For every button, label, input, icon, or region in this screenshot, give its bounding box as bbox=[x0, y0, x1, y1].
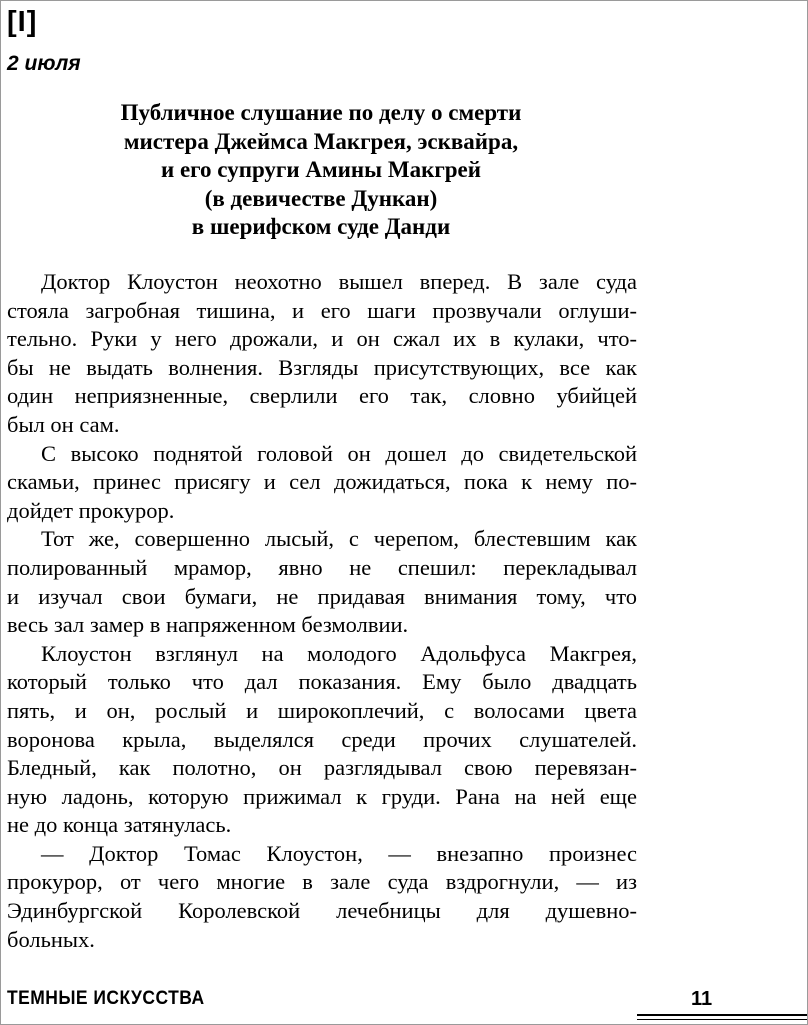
text-line: ную ладонь, которую прижимал к груди. Рана на ней еще bbox=[7, 783, 637, 809]
text-line: С высоко поднятой головой он дошел до свидетельской bbox=[41, 440, 637, 466]
text-line: не до конца затянулась. bbox=[7, 812, 232, 838]
chapter-number: [I] bbox=[7, 6, 38, 38]
page-number: 11 bbox=[691, 988, 713, 1010]
text-line: скамьи, принес присягу и сел дожидаться, пока к нему по- bbox=[7, 469, 637, 495]
footer-rule bbox=[637, 1014, 807, 1016]
text-line: Тот же, совершенно лысый, с черепом, блестевшим как bbox=[41, 526, 637, 552]
heading-line: и его супруги Амины Макгрей bbox=[160, 157, 482, 182]
text-line: один неприязненные, сверлили его так, словно убийцей bbox=[7, 383, 637, 409]
text-line: Бледный, как полотно, он разглядывал свою перевязан- bbox=[7, 755, 637, 781]
heading-line: (в девичестве Дункан) bbox=[204, 185, 438, 211]
running-footer-title: ТЕМНЫЕ ИСКУССТВА bbox=[7, 988, 205, 1009]
text-line: Клоустон взглянул на молодого Адольфуса Макгрея, bbox=[41, 640, 637, 666]
text-line: бы не выдать волнения. Взгляды присутствующих, все как bbox=[7, 354, 637, 380]
text-line: Эдинбургской Королевской лечебницы для душевно- bbox=[7, 898, 637, 924]
text-line: больных. bbox=[7, 926, 95, 952]
text-line: был он сам. bbox=[7, 411, 120, 437]
text-line: Доктор Клоустон неохотно вышел вперед. В зале суда bbox=[41, 269, 637, 294]
section-heading bbox=[3, 99, 639, 242]
text-line: стояла загробная тишина, и его шаги прозвучали оглуши- bbox=[7, 297, 637, 323]
footer-rule-thin bbox=[637, 1019, 807, 1020]
body-text bbox=[7, 268, 637, 954]
text-line: который только что дал показания. Ему было двадцать bbox=[7, 669, 637, 695]
text-line: — Доктор Томас Клоустон, — внезапно произнес bbox=[41, 840, 637, 866]
text-line: полированный мрамор, явно не спешил: перекладывал bbox=[7, 554, 637, 580]
text-line: пять, и он, рослый и широкоплечий, с волосами цвета bbox=[7, 697, 637, 723]
heading-line: Публичное слушание по делу о смерти bbox=[120, 100, 522, 125]
text-line: весь зал замер в напряженном безмолвии. bbox=[7, 612, 409, 638]
text-line: тельно. Руки у него дрожали, и он сжал их в кулаки, что- bbox=[7, 326, 637, 352]
heading-line: мистера Джеймса Макгрея, эсквайра, bbox=[123, 128, 519, 154]
text-line: прокурор, от чего многие в зале суда вздрогнули, — из bbox=[7, 869, 637, 895]
text-line: воронова крыла, выделялся среди прочих слушателей. bbox=[7, 726, 637, 752]
diary-date: 2 июля bbox=[7, 52, 81, 75]
text-line: дойдет прокурор. bbox=[7, 497, 175, 523]
heading-line: в шерифском суде Данди bbox=[191, 214, 451, 239]
text-line: и изучал свои бумаги, не придавая внимания тому, что bbox=[7, 583, 637, 609]
